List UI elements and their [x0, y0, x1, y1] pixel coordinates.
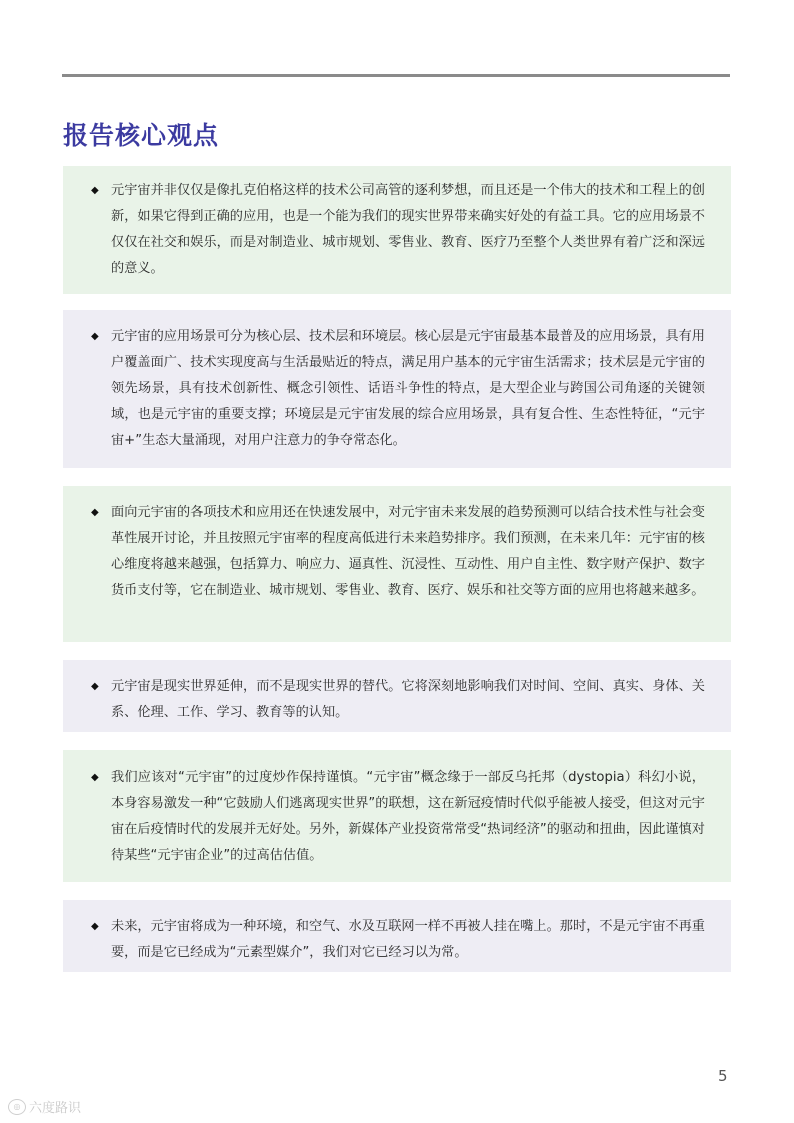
- point-box-6: [63, 900, 731, 972]
- point-text-3: 面向元宇宙的各项技术和应用还在快速发展中，对元宇宙未来发展的趋势预测可以结合技术性与社会变革性展开讨论，并且按照元宇宙率的程度高低进行未来趋势排序。我们预测，在未来几年：元宇宙的核心维度将越来越强，包括算力、响应力、逼真性、沉浸性、互动性、用户自主性、数字财产保护、数字货币支付等，它在制造业、城市规划、零售业、教育、医疗、娱乐和社交等方面的应用也将越来越多。: [111, 505, 705, 598]
- top-divider: [62, 74, 730, 77]
- watermark-logo-icon: ◎: [8, 1099, 26, 1115]
- bullet-diamond-icon: ◆: [91, 331, 99, 342]
- point-text-1: 元宇宙并非仅仅是像扎克伯格这样的技术公司高管的逐利梦想，而且还是一个伟大的技术和工程上的创新，如果它得到正确的应用，也是一个能为我们的现实世界带来确实好处的有益工具。它的应用场景不仅仅在社交和娱乐，而是对制造业、城市规划、零售业、教育、医疗乃至整个人类世界有着广泛和深远的意义。: [111, 183, 705, 276]
- point-box-1: [63, 166, 731, 294]
- page-number: 5: [718, 1067, 728, 1085]
- point-box-2: [63, 310, 731, 468]
- point-text-2: 元宇宙的应用场景可分为核心层、技术层和环境层。核心层是元宇宙最基本最普及的应用场景，具有用户覆盖面广、技术实现度高与生活最贴近的特点，满足用户基本的元宇宙生活需求；技术层是元宇宙的领先场景，具有技术创新性、概念引领性、话语斗争性的特点，是大型企业与跨国公司角逐的关键领域，也是元宇宙的重要支撑；环境层是元宇宙发展的综合应用场景，具有复合性、生态性特征，“元宇宙+”生态大量涌现，对用户注意力的争夺常态化。: [111, 329, 705, 448]
- bullet-diamond-icon: ◆: [91, 681, 99, 692]
- section-heading: 报告核心观点: [63, 121, 220, 150]
- bullet-diamond-icon: ◆: [91, 185, 99, 196]
- point-box-5: [63, 750, 731, 882]
- bullet-diamond-icon: ◆: [91, 921, 99, 932]
- point-text-4: 元宇宙是现实世界延伸，而不是现实世界的替代。它将深刻地影响我们对时间、空间、真实、身体、关系、伦理、工作、学习、教育等的认知。: [111, 679, 705, 720]
- watermark-text: 六度路识: [29, 1101, 82, 1116]
- watermark: [8, 1097, 81, 1116]
- point-box-3: [63, 486, 731, 642]
- point-box-4: [63, 660, 731, 732]
- bullet-diamond-icon: ◆: [91, 507, 99, 518]
- point-text-6: 未来，元宇宙将成为一种环境，和空气、水及互联网一样不再被人挂在嘴上。那时，不是元宇宙不再重要，而是它已经成为“元素型媒介”，我们对它已经习以为常。: [111, 919, 705, 960]
- point-text-5: 我们应该对“元宇宙”的过度炒作保持谨慎。“元宇宙”概念缘于一部反乌托邦（dystopia）科幻小说，本身容易激发一种“它鼓励人们逃离现实世界”的联想，这在新冠疫情时代似乎能被人接受，但这对元宇宙在后疫情时代的发展并无好处。另外，新媒体产业投资常常受“热词经济”的驱动和扭曲，因此谨慎对待某些“元宇宙企业”的过高估估值。: [111, 770, 705, 863]
- bullet-diamond-icon: ◆: [91, 772, 99, 783]
